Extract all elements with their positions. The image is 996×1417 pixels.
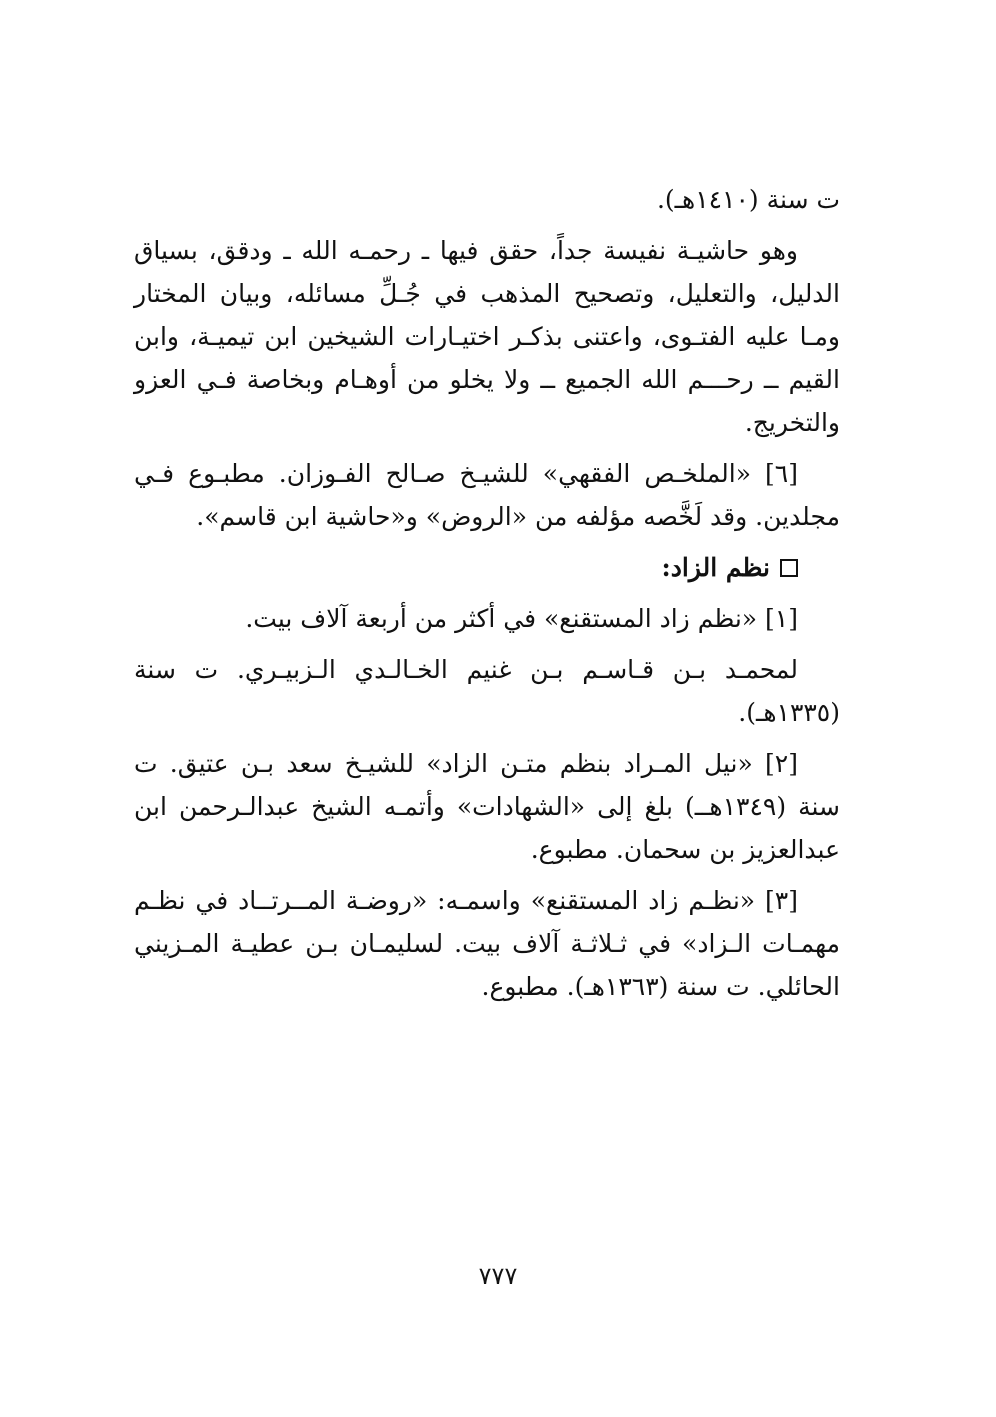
paragraph-entry-2: [٢] «نيل المـراد بنظم متـن الزاد» للشيـخ سعد بـن عتيق. ت سنة (١٣٤٩هــ) بلغ إلى «الشهادات» وأتمـه الشيخ عبدالـرحمن ابن عبدالعزيز بن سحمان. مطبوع.	[134, 749, 840, 864]
page-body	[134, 178, 840, 1016]
square-bullet-icon	[780, 559, 798, 577]
paragraph-entry-1: [١] «نظم زاد المستقنع» في أكثر من أربعة آلاف بيت.	[245, 604, 798, 633]
paragraph-continuation: ت سنة (١٤١٠هـ).	[656, 185, 840, 214]
paragraph-description: وهو حاشيـة نفيسة جداً، حقق فيها ـ رحمـه الله ـ ودقق، بسياق الدليل، والتعليل، وتصحيح المذهب في جُـلِّ مسائله، وبيان المختار ومـا عليه الفتـوى، واعتنى بذكـر اختيـارات الشيخين ابن تيميـة، وابن القيم ــ رحـــم الله الجميع ــ ولا يخلو من أوهـام وبخاصة فـي العزو والتخريج.	[134, 236, 840, 437]
paragraph-entry-1-author: لمحمـد بـن قـاسـم بـن غنيم الخـالـدي الـزبيـري. ت سنة (١٣٣٥هـ).	[134, 655, 840, 727]
section-heading-text: نظم الزاد:	[661, 553, 770, 582]
paragraph-entry-3: [٣] «نظـم زاد المستقنع» واسمـه: «روضـة المــرتــاد في نظـم مهمـات الـزاد» في ثـلاثـة آلاف بيت. لسليمـان بـن عطيـة المـزيني الحائلي. ت سنة (١٣٦٣هـ). مطبوع.	[134, 886, 840, 1001]
section-heading	[134, 546, 840, 589]
page-number: ٧٧٧	[478, 1262, 518, 1290]
paragraph-entry-6: [٦] «الملخـص الفقهي» للشيـخ صـالح الفـوزان. مطبـوع فـي مجلدين. وقد لَخَّصه مؤلفه من «الروض» و«حاشية ابن قاسم».	[134, 459, 840, 531]
